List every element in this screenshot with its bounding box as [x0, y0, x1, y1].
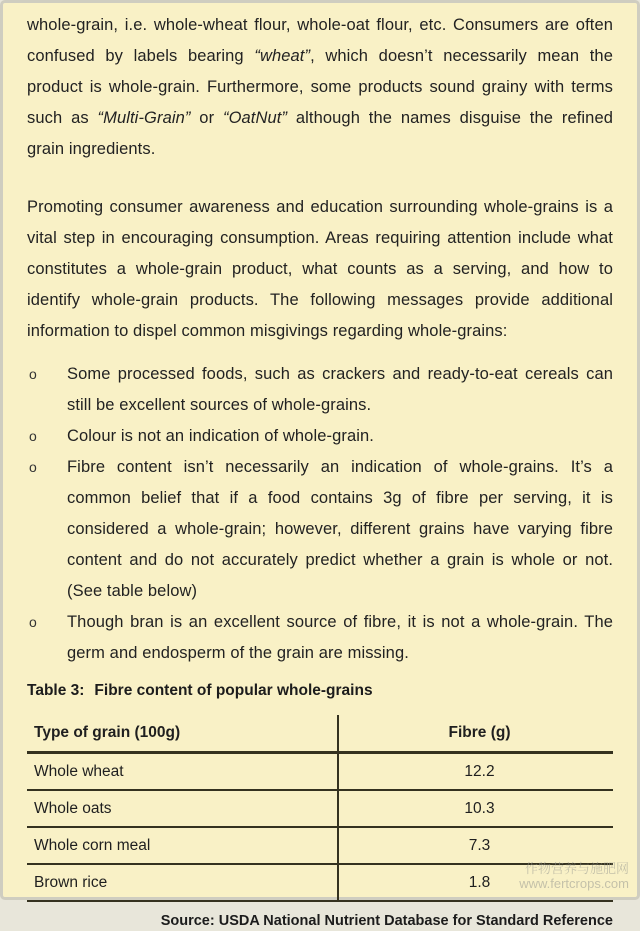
table-row [27, 827, 613, 864]
bullet-item-fibre-content [27, 452, 613, 607]
bullet-item-processed-foods [27, 359, 613, 421]
table-caption-label: Table 3: [27, 682, 85, 699]
bullet-item-colour [27, 421, 613, 452]
bullet-text: Some processed foods, such as crackers and ready-to-eat cereals can still be excellent sources of whole-grains. [67, 365, 613, 414]
column-header-fibre: Fibre (g) [338, 715, 613, 753]
bullet-text: Colour is not an indication of whole-grain. [67, 427, 374, 445]
paragraph-text: , which doesn’t necessarily mean the product is whole-grain. Furthermore, some products sound grainy with terms such as [27, 47, 613, 127]
table-caption [27, 681, 613, 701]
fibre-cell: 1.8 [338, 864, 613, 901]
paragraph-consumer-awareness: Promoting consumer awareness and education surrounding whole-grains is a vital step in encouraging consumption. Areas requiring attention include what constitutes a whole-grain product, what counts as a serving, and how to identify whole-grain products. The following messages provide additional information to dispel common misgivings regarding whole-grains: [27, 198, 613, 340]
bullet-text: Fibre content isn’t necessarily an indication of whole-grains. It’s a common belief that if a food contains 3g of fibre per serving, it is considered a whole-grain; however, different grains have varying fibre content and do not accurately predict whether a grain is whole or not. (See table below) [67, 458, 613, 600]
italic-oatnut: “OatNut” [222, 109, 288, 127]
grain-cell: Brown rice [27, 864, 338, 901]
table-caption-title: Fibre content of popular whole-grains [94, 682, 373, 699]
paragraph-text: or [190, 109, 223, 127]
bullet-item-bran [27, 607, 613, 669]
fibre-content-table [27, 715, 613, 902]
bullet-list [27, 359, 613, 669]
table-row [27, 864, 613, 901]
bullet-marker-icon: o [29, 459, 37, 475]
table-header-row [27, 715, 613, 753]
italic-wheat: “wheat” [254, 47, 311, 65]
paragraph-whole-grain-labels [27, 10, 613, 165]
fibre-cell: 10.3 [338, 790, 613, 827]
source-note: Source: USDA National Nutrient Database for Standard Reference [160, 913, 613, 929]
fibre-cell: 12.2 [338, 753, 613, 791]
table-row [27, 753, 613, 791]
grain-cell: Whole corn meal [27, 827, 338, 864]
paragraph-text: although the names disguise the refined grain ingredients. [27, 109, 614, 158]
bullet-marker-icon: o [29, 428, 37, 444]
italic-multi-grain: “Multi-Grain” [97, 109, 191, 127]
grain-cell: Whole oats [27, 790, 338, 827]
bullet-text: Though bran is an excellent source of fibre, it is not a whole-grain. The germ and endosperm of the grain are missing. [67, 613, 613, 662]
watermark-line2: www.fertcrops.com [519, 876, 629, 891]
column-header-grain: Type of grain (100g) [27, 715, 338, 753]
table-row [27, 790, 613, 827]
paragraph-text: whole-grain, i.e. whole-wheat flour, whole-oat flour, etc. Consumers are often confused by labels bearing [27, 16, 613, 65]
bullet-marker-icon: o [29, 614, 37, 630]
grain-cell: Whole wheat [27, 753, 338, 791]
bullet-marker-icon: o [29, 366, 37, 382]
fibre-cell: 7.3 [338, 827, 613, 864]
watermark-line1: 作物营养与施肥网 [524, 861, 629, 876]
